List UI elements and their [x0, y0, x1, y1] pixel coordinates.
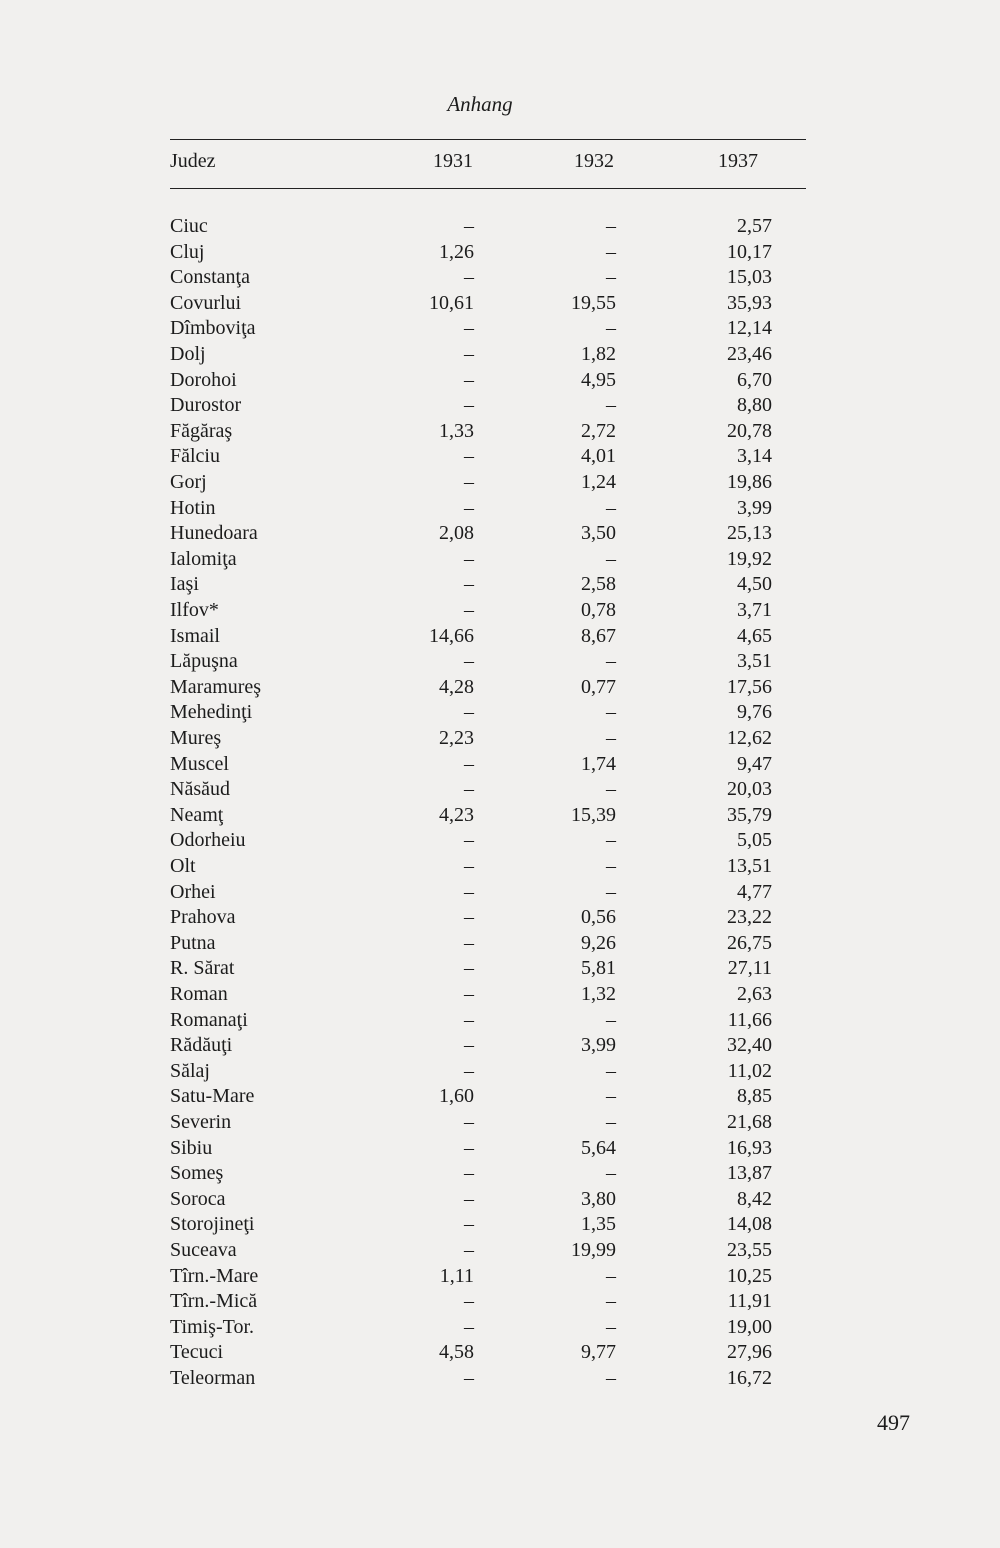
column-header-1931: 1931: [433, 150, 473, 172]
judez-cell: Satu-Mare: [170, 1085, 255, 1108]
value-1937-cell: 32,40: [727, 1034, 772, 1057]
value-1937-cell: 4,77: [737, 880, 772, 903]
table-row: [0, 264, 1000, 290]
table-row: [0, 1263, 1000, 1289]
value-1932-cell: –: [606, 1059, 616, 1082]
table-row: [0, 648, 1000, 674]
table-row: [0, 1186, 1000, 1212]
table-row: [0, 367, 1000, 393]
judez-cell: Mehedinţi: [170, 701, 253, 724]
table-row: [0, 1160, 1000, 1186]
value-1937-cell: 5,05: [737, 829, 772, 852]
table-row: [0, 1109, 1000, 1135]
table-row: [0, 1314, 1000, 1340]
value-1937-cell: 21,68: [727, 1111, 772, 1133]
judez-cell: R. Sărat: [170, 957, 235, 980]
table-row: [0, 776, 1000, 802]
value-1937-cell: 16,72: [727, 1367, 772, 1389]
value-1931-cell: –: [464, 1059, 474, 1082]
table-row: [0, 1032, 1000, 1058]
value-1937-cell: 19,86: [727, 471, 772, 493]
value-1931-cell: –: [464, 547, 474, 570]
value-1932-cell: 3,99: [581, 1034, 616, 1057]
table-row: [0, 392, 1000, 418]
value-1937-cell: 14,08: [727, 1213, 772, 1236]
judez-cell: Odorheiu: [170, 829, 246, 852]
table-row: [0, 751, 1000, 777]
judez-cell: Putna: [170, 931, 216, 954]
judez-cell: Tîrn.-Mică: [170, 1290, 258, 1313]
page-number: 497: [877, 1410, 910, 1435]
value-1931-cell: –: [464, 1008, 474, 1031]
judez-cell: Olt: [170, 855, 196, 877]
value-1937-cell: 17,56: [727, 675, 772, 698]
value-1937-cell: 8,42: [737, 1187, 772, 1210]
value-1932-cell: 1,74: [581, 752, 616, 775]
value-1931-cell: –: [464, 778, 474, 801]
value-1932-cell: –: [606, 1111, 616, 1133]
value-1931-cell: –: [464, 573, 474, 596]
judez-cell: Ialomiţa: [170, 547, 237, 570]
value-1932-cell: 2,72: [581, 419, 616, 442]
value-1931-cell: –: [464, 829, 474, 852]
judez-cell: Durostor: [170, 394, 242, 417]
value-1932-cell: –: [606, 727, 616, 749]
value-1931-cell: –: [464, 1315, 474, 1338]
judez-cell: Muscel: [170, 752, 229, 775]
table-row: [0, 955, 1000, 981]
value-1931-cell: 1,33: [439, 419, 474, 442]
judez-cell: Prahova: [170, 906, 236, 929]
table-row: [0, 1339, 1000, 1365]
value-1931-cell: –: [464, 983, 474, 1005]
value-1931-cell: –: [464, 599, 474, 621]
table-row: [0, 597, 1000, 623]
value-1931-cell: –: [464, 1290, 474, 1313]
value-1932-cell: 1,24: [581, 471, 616, 493]
value-1931-cell: –: [464, 215, 474, 237]
table-row: [0, 802, 1000, 828]
value-1937-cell: 8,80: [737, 394, 772, 417]
value-1931-cell: –: [464, 368, 474, 391]
value-1931-cell: –: [464, 1239, 474, 1261]
value-1937-cell: 27,11: [727, 957, 772, 980]
judez-cell: Năsăud: [170, 778, 230, 801]
value-1932-cell: 5,81: [581, 957, 616, 980]
value-1931-cell: 2,23: [439, 727, 474, 749]
judez-cell: Sălaj: [170, 1059, 210, 1082]
value-1931-cell: 2,08: [439, 522, 474, 545]
table-row: [0, 853, 1000, 879]
column-header-judez: Judez: [170, 150, 216, 172]
table-row: [0, 930, 1000, 956]
value-1932-cell: 5,64: [581, 1136, 616, 1159]
value-1932-cell: 1,35: [581, 1213, 616, 1236]
value-1937-cell: 19,92: [727, 547, 772, 570]
judez-cell: Dolj: [170, 343, 206, 365]
judez-cell: Timiş-Tor.: [170, 1315, 255, 1338]
value-1931-cell: –: [464, 855, 474, 877]
judez-cell: Roman: [170, 983, 228, 1005]
value-1932-cell: 4,01: [581, 445, 616, 468]
value-1932-cell: 3,80: [581, 1187, 616, 1210]
value-1937-cell: 23,46: [727, 343, 772, 365]
value-1937-cell: 4,50: [737, 573, 772, 596]
judez-cell: Sibiu: [170, 1136, 213, 1159]
judez-cell: Tîrn.-Mare: [170, 1264, 259, 1287]
value-1937-cell: 35,93: [727, 291, 772, 314]
table-row: [0, 443, 1000, 469]
judez-cell: Covurlui: [170, 291, 242, 314]
table-row: [0, 1237, 1000, 1263]
column-header-1937: 1937: [718, 150, 758, 172]
value-1932-cell: 1,32: [581, 983, 616, 1005]
table-row: [0, 495, 1000, 521]
value-1931-cell: –: [464, 445, 474, 468]
value-1932-cell: –: [606, 1008, 616, 1031]
table-row: [0, 315, 1000, 341]
value-1937-cell: 2,63: [737, 983, 772, 1005]
value-1932-cell: 8,67: [581, 624, 616, 647]
value-1931-cell: –: [464, 701, 474, 724]
judez-cell: Suceava: [170, 1239, 237, 1261]
value-1932-cell: –: [606, 1290, 616, 1313]
value-1932-cell: 0,78: [581, 599, 616, 621]
table-row: [0, 469, 1000, 495]
table-row: [0, 571, 1000, 597]
value-1931-cell: –: [464, 496, 474, 519]
judez-cell: Rădăuţi: [170, 1034, 233, 1057]
value-1937-cell: 23,55: [727, 1239, 772, 1261]
value-1932-cell: –: [606, 701, 616, 724]
judez-cell: Someş: [170, 1162, 224, 1185]
table-row: [0, 699, 1000, 725]
value-1937-cell: 3,14: [737, 445, 772, 468]
value-1931-cell: –: [464, 752, 474, 775]
table-row: [0, 623, 1000, 649]
value-1931-cell: –: [464, 471, 474, 493]
judez-cell: Ciuc: [170, 215, 208, 237]
value-1937-cell: 4,65: [737, 624, 772, 647]
value-1931-cell: 1,60: [439, 1085, 474, 1108]
table-row: [0, 213, 1000, 239]
value-1937-cell: 11,91: [727, 1290, 772, 1313]
table-header-rule: [170, 188, 806, 189]
value-1937-cell: 9,76: [737, 701, 772, 724]
judez-cell: Severin: [170, 1111, 232, 1133]
table-row: [0, 418, 1000, 444]
value-1932-cell: 0,77: [581, 675, 616, 698]
value-1937-cell: 23,22: [727, 906, 772, 929]
value-1931-cell: 10,61: [429, 291, 474, 314]
table-top-rule: [170, 139, 806, 140]
value-1931-cell: –: [464, 317, 474, 340]
value-1937-cell: 12,14: [727, 317, 772, 340]
judez-cell: Fălciu: [170, 445, 220, 468]
table-row: [0, 904, 1000, 930]
value-1932-cell: –: [606, 266, 616, 289]
value-1937-cell: 12,62: [727, 727, 772, 749]
value-1931-cell: 1,11: [439, 1264, 474, 1287]
judez-cell: Cluj: [170, 240, 205, 263]
value-1932-cell: 2,58: [581, 573, 616, 596]
running-header: Anhang: [447, 92, 513, 116]
value-1931-cell: –: [464, 1187, 474, 1210]
column-header-1932: 1932: [574, 150, 614, 172]
value-1932-cell: –: [606, 547, 616, 570]
judez-cell: Iaşi: [170, 573, 199, 596]
value-1931-cell: –: [464, 394, 474, 417]
value-1931-cell: 1,26: [439, 240, 474, 263]
table-row: [0, 546, 1000, 572]
value-1931-cell: –: [464, 1136, 474, 1159]
table-row: [0, 827, 1000, 853]
value-1932-cell: 9,26: [581, 931, 616, 954]
value-1931-cell: –: [464, 343, 474, 365]
table-row: [0, 879, 1000, 905]
value-1932-cell: 1,82: [581, 343, 616, 365]
value-1932-cell: 4,95: [581, 368, 616, 391]
table-row: [0, 1365, 1000, 1391]
value-1937-cell: 11,02: [727, 1059, 772, 1082]
value-1931-cell: –: [464, 906, 474, 929]
table-row: [0, 981, 1000, 1007]
judez-cell: Dîmboviţa: [170, 317, 256, 340]
judez-cell: Hunedoara: [170, 522, 258, 545]
judez-cell: Teleorman: [170, 1367, 256, 1389]
value-1937-cell: 8,85: [737, 1085, 772, 1108]
value-1932-cell: –: [606, 1162, 616, 1185]
value-1937-cell: 6,70: [737, 368, 772, 391]
value-1931-cell: –: [464, 266, 474, 289]
table-row: [0, 725, 1000, 751]
judez-cell: Făgăraş: [170, 419, 233, 442]
value-1937-cell: 16,93: [727, 1136, 772, 1159]
value-1937-cell: 13,87: [727, 1162, 772, 1185]
value-1931-cell: –: [464, 1162, 474, 1185]
judez-cell: Mureş: [170, 727, 222, 749]
judez-cell: Tecuci: [170, 1341, 224, 1364]
value-1931-cell: –: [464, 931, 474, 954]
value-1937-cell: 3,71: [737, 599, 772, 621]
value-1937-cell: 27,96: [727, 1341, 772, 1364]
value-1932-cell: –: [606, 1085, 616, 1108]
value-1931-cell: 4,23: [439, 803, 474, 826]
value-1937-cell: 10,17: [727, 240, 772, 263]
value-1932-cell: 19,55: [571, 291, 616, 314]
value-1937-cell: 25,13: [727, 522, 772, 545]
judez-cell: Hotin: [170, 496, 216, 519]
table-row: [0, 1288, 1000, 1314]
value-1932-cell: 9,77: [581, 1341, 616, 1364]
judez-cell: Soroca: [170, 1187, 226, 1210]
value-1931-cell: –: [464, 1034, 474, 1057]
value-1931-cell: –: [464, 1213, 474, 1236]
value-1931-cell: 4,28: [439, 675, 474, 698]
value-1937-cell: 15,03: [727, 266, 772, 289]
value-1932-cell: –: [606, 240, 616, 263]
value-1932-cell: –: [606, 496, 616, 519]
value-1937-cell: 9,47: [737, 752, 772, 775]
value-1931-cell: –: [464, 880, 474, 903]
value-1932-cell: –: [606, 778, 616, 801]
value-1932-cell: –: [606, 880, 616, 903]
judez-cell: Ismail: [170, 624, 220, 647]
value-1937-cell: 19,00: [727, 1315, 772, 1338]
value-1937-cell: 10,25: [727, 1264, 772, 1287]
judez-cell: Ilfov*: [170, 599, 219, 621]
table-row: [0, 239, 1000, 265]
value-1932-cell: –: [606, 394, 616, 417]
value-1937-cell: 3,51: [737, 650, 772, 673]
table-row: [0, 1211, 1000, 1237]
value-1937-cell: 35,79: [727, 803, 772, 826]
table-row: [0, 674, 1000, 700]
judez-cell: Constanţa: [170, 266, 250, 289]
value-1932-cell: –: [606, 829, 616, 852]
table-row: [0, 1007, 1000, 1033]
value-1931-cell: 4,58: [439, 1341, 474, 1364]
value-1931-cell: 14,66: [429, 624, 474, 647]
table-row: [0, 1083, 1000, 1109]
table-row: [0, 290, 1000, 316]
value-1932-cell: –: [606, 317, 616, 340]
value-1932-cell: 0,56: [581, 906, 616, 929]
value-1932-cell: 3,50: [581, 522, 616, 545]
value-1937-cell: 20,03: [727, 778, 772, 801]
value-1932-cell: 15,39: [571, 803, 616, 826]
value-1937-cell: 2,57: [737, 215, 772, 237]
value-1932-cell: –: [606, 215, 616, 237]
value-1937-cell: 20,78: [727, 419, 772, 442]
judez-cell: Dorohoi: [170, 368, 237, 391]
value-1937-cell: 13,51: [727, 855, 772, 877]
table-row: [0, 520, 1000, 546]
value-1937-cell: 26,75: [727, 931, 772, 954]
judez-cell: Gorj: [170, 471, 207, 493]
value-1937-cell: 11,66: [727, 1008, 772, 1031]
value-1937-cell: 3,99: [737, 496, 772, 519]
value-1931-cell: –: [464, 1111, 474, 1133]
table-row: [0, 1058, 1000, 1084]
judez-cell: Neamţ: [170, 803, 224, 826]
value-1932-cell: –: [606, 1264, 616, 1287]
value-1931-cell: –: [464, 650, 474, 673]
value-1932-cell: –: [606, 1367, 616, 1389]
value-1932-cell: –: [606, 1315, 616, 1338]
value-1932-cell: –: [606, 855, 616, 877]
judez-cell: Lăpuşna: [170, 650, 238, 673]
table-row: [0, 1135, 1000, 1161]
value-1932-cell: –: [606, 650, 616, 673]
judez-cell: Orhei: [170, 880, 216, 903]
value-1931-cell: –: [464, 1367, 474, 1389]
table-row: [0, 341, 1000, 367]
value-1931-cell: –: [464, 957, 474, 980]
value-1932-cell: 19,99: [571, 1239, 616, 1261]
judez-cell: Maramureş: [170, 675, 262, 698]
judez-cell: Storojineţi: [170, 1213, 255, 1236]
judez-cell: Romanaţi: [170, 1008, 248, 1031]
